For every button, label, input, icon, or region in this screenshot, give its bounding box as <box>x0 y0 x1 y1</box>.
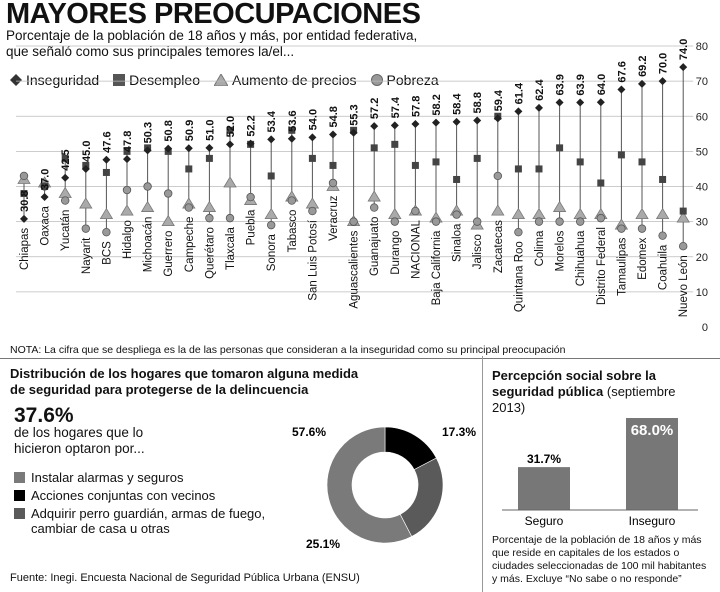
point-aumento-precios <box>657 209 669 219</box>
point-desempleo <box>618 151 625 158</box>
point-aumento-precios <box>162 216 174 226</box>
category-label: Quintana Roo <box>513 241 526 313</box>
swatch <box>14 490 25 501</box>
category-label: San Luis Potosí <box>307 220 320 301</box>
data-label-inseguridad: 58.4 <box>451 93 464 115</box>
data-label-inseguridad: 69.2 <box>637 55 649 77</box>
point-pobreza <box>659 232 667 240</box>
y-tick-label: 70 <box>695 76 708 89</box>
data-label-inseguridad: 57.4 <box>389 96 402 119</box>
point-pobreza <box>494 172 502 180</box>
category-label: Distrito Federal <box>595 227 608 306</box>
category-label: Nayarit <box>80 237 93 275</box>
point-aumento-precios <box>368 191 380 201</box>
point-pobreza <box>453 211 461 219</box>
point-inseguridad <box>123 155 131 163</box>
category-label: Tlaxcala <box>225 227 237 270</box>
point-pobreza <box>123 186 131 194</box>
category-label: Aguascalientes <box>348 230 361 309</box>
data-label-inseguridad: 58.8 <box>472 92 485 114</box>
legend-label: Instalar alarmas y seguros <box>31 470 184 485</box>
data-label-inseguridad: 37.0 <box>39 168 52 191</box>
data-label-inseguridad: 64.0 <box>595 73 608 96</box>
point-pobreza <box>515 228 523 236</box>
point-inseguridad <box>370 122 378 130</box>
category-label: Durango <box>389 230 402 275</box>
point-inseguridad <box>453 118 461 126</box>
legend-item-otras <box>14 506 284 536</box>
data-label-inseguridad: 63.9 <box>554 74 567 96</box>
category-label: Zacatecas <box>492 220 505 274</box>
point-desempleo <box>268 172 275 179</box>
category-label: Jalisco <box>472 234 485 270</box>
point-aumento-precios <box>512 209 524 219</box>
category-label: Veracruz <box>328 195 340 241</box>
point-pobreza <box>350 218 358 226</box>
point-desempleo <box>474 155 481 162</box>
point-inseguridad <box>61 174 69 182</box>
data-label-inseguridad: 70.0 <box>657 52 670 75</box>
page-subtitle: Porcentaje de la población de 18 años y más, por entidad federativa, que señaló como sus principales temores la/el... <box>6 28 418 59</box>
legend-item-alarmas <box>14 470 284 485</box>
point-inseguridad <box>205 144 213 152</box>
data-label-inseguridad: 53.6 <box>286 110 299 132</box>
legend-label: Adquirir perro guardián, armas de fuego, cambiar de casa u otras <box>31 506 266 536</box>
data-label-inseguridad: 63.9 <box>575 74 588 96</box>
category-label: Yucatán <box>60 209 73 252</box>
point-pobreza <box>288 197 296 205</box>
point-pobreza <box>638 225 646 233</box>
point-pobreza <box>535 218 543 226</box>
category-label: Chiapas <box>19 227 31 271</box>
point-aumento-precios <box>492 205 504 215</box>
point-desempleo <box>103 169 110 176</box>
legend-item-vecinos <box>14 488 284 503</box>
point-desempleo <box>515 165 522 172</box>
legend-label: Inseguridad <box>26 72 100 88</box>
bar-seguro <box>518 467 570 510</box>
point-pobreza <box>597 214 605 222</box>
category-label: Tamaulipas <box>616 237 629 296</box>
source-note: Fuente: Inegi. Encuesta Nacional de Seguridad Pública Urbana (ENSU) <box>10 572 360 584</box>
y-tick-label: 10 <box>695 286 708 299</box>
point-aumento-precios <box>224 177 236 187</box>
point-desempleo <box>536 165 543 172</box>
point-pobreza <box>432 218 440 226</box>
point-pobreza <box>370 204 378 212</box>
point-pobreza <box>164 190 172 198</box>
point-desempleo <box>206 155 213 162</box>
point-inseguridad <box>535 104 543 112</box>
y-tick-label: 40 <box>695 181 708 194</box>
point-desempleo <box>185 165 192 172</box>
point-desempleo <box>556 144 563 151</box>
data-label-inseguridad: 45.0 <box>80 140 93 162</box>
category-label: Edomex <box>637 237 649 280</box>
point-aumento-precios <box>554 202 566 212</box>
category-label: Michoacán <box>142 216 155 273</box>
category-label: Querétaro <box>204 227 217 279</box>
swatch <box>14 472 25 483</box>
point-aumento-precios <box>533 209 545 219</box>
category-label: BCS <box>101 241 114 265</box>
point-desempleo <box>639 158 646 165</box>
point-inseguridad <box>556 99 564 107</box>
data-label-inseguridad: 53.4 <box>266 111 279 133</box>
point-inseguridad <box>329 131 337 139</box>
category-label: Sonora <box>266 234 279 272</box>
point-inseguridad <box>659 77 667 85</box>
point-pobreza <box>20 172 28 180</box>
legend-label: Acciones conjuntas con vecinos <box>31 488 216 503</box>
chart-note: NOTA: La cifra que se despliega es la de las personas que consideran a la inseguridad como su principal preocupación <box>10 344 566 356</box>
data-label-inseguridad: 58.2 <box>431 94 443 116</box>
data-label-inseguridad: 59.4 <box>492 89 505 112</box>
point-pobreza <box>185 204 193 212</box>
point-pobreza <box>391 218 399 226</box>
category-label: Sinaloa <box>451 223 464 262</box>
point-inseguridad <box>576 99 584 107</box>
point-pobreza <box>679 242 687 250</box>
y-tick-label: 60 <box>695 111 708 124</box>
point-pobreza <box>82 225 90 233</box>
data-label-inseguridad: 74.0 <box>678 38 691 61</box>
category-label: Puebla <box>245 209 258 246</box>
category-label: Seguro <box>524 514 564 528</box>
distribution-title: Distribución de los hogares que tomaron alguna medida de seguridad para protegerse de la delincuencia <box>10 366 359 397</box>
point-desempleo <box>433 158 440 165</box>
point-desempleo <box>680 208 687 215</box>
point-aumento-precios <box>121 205 133 215</box>
data-label-inseguridad: 57.8 <box>410 95 423 117</box>
point-pobreza <box>309 207 317 215</box>
donut-slice <box>400 458 443 536</box>
data-label-inseguridad: 61.4 <box>513 82 526 105</box>
point-pobreza <box>329 179 337 187</box>
point-pobreza <box>61 197 69 205</box>
page-title: MAYORES PREOCUPACIONES <box>6 0 421 30</box>
point-pobreza <box>618 225 626 233</box>
donut-value-label: 57.6% <box>292 425 327 439</box>
category-label: Chihuahua <box>575 230 588 287</box>
point-desempleo <box>453 176 460 183</box>
point-desempleo <box>577 158 584 165</box>
point-pobreza <box>267 221 275 229</box>
point-aumento-precios <box>142 202 154 212</box>
point-inseguridad <box>432 119 440 127</box>
point-inseguridad <box>41 193 49 201</box>
donut-value-label: 17.3% <box>441 425 476 439</box>
point-desempleo <box>659 176 666 183</box>
data-label-inseguridad: 47.8 <box>122 130 134 153</box>
distribution-big-text: de los hogares que lo hicieron optaron por... <box>14 425 145 456</box>
point-pobreza <box>412 207 420 215</box>
y-tick-label: 50 <box>695 146 708 159</box>
perception-bar-chart <box>492 400 712 540</box>
perception-title-main: Percepción social sobre la seguridad pública <box>492 368 657 399</box>
category-label: Guanajuato <box>369 216 382 277</box>
point-desempleo <box>330 162 337 169</box>
y-tick-label: 20 <box>695 251 708 264</box>
data-label-inseguridad: 52.0 <box>225 115 237 138</box>
point-desempleo <box>391 141 398 148</box>
point-inseguridad <box>411 120 419 128</box>
data-label-inseguridad: 51.0 <box>204 119 217 141</box>
point-aumento-precios <box>80 198 92 208</box>
category-label: Morelos <box>554 230 567 272</box>
category-label: Oaxaca <box>39 206 52 246</box>
point-inseguridad <box>679 63 687 71</box>
distribution-donut-chart <box>290 405 480 575</box>
data-label-inseguridad: 50.8 <box>163 120 176 142</box>
y-tick-label: 0 <box>701 322 708 334</box>
point-inseguridad <box>288 135 296 143</box>
point-desempleo <box>412 162 419 169</box>
bar-value-label: 68.0% <box>630 422 674 439</box>
point-inseguridad <box>102 156 110 164</box>
point-pobreza <box>473 218 481 226</box>
legend-label: Desempleo <box>129 72 200 88</box>
category-label: Inseguro <box>628 514 676 528</box>
point-inseguridad <box>514 107 522 115</box>
point-pobreza <box>206 214 214 222</box>
data-label-inseguridad: 52.2 <box>245 115 258 137</box>
bar-value-label: 31.7% <box>526 452 562 467</box>
legend-label: Pobreza <box>386 72 439 88</box>
data-label-inseguridad: 55.3 <box>348 104 361 126</box>
category-label: Coahuila <box>657 244 670 291</box>
point-inseguridad <box>226 140 234 148</box>
distribution-legend <box>14 470 284 539</box>
category-label: Guerrero <box>163 230 176 277</box>
point-pobreza <box>247 193 255 201</box>
point-inseguridad <box>391 121 399 129</box>
y-tick-label: 80 <box>695 41 708 53</box>
divider <box>0 358 720 359</box>
category-label: Hidalgo <box>122 220 134 260</box>
distribution-big-pct: 37.6% <box>14 404 74 427</box>
point-inseguridad <box>473 116 481 124</box>
data-label-inseguridad: 67.6 <box>616 61 629 83</box>
category-label: NACIONAL <box>410 220 423 279</box>
data-label-inseguridad: 54.8 <box>328 106 340 128</box>
point-pobreza <box>103 228 111 236</box>
point-aumento-precios <box>59 188 71 198</box>
point-pobreza <box>556 218 564 226</box>
point-aumento-precios <box>100 209 112 219</box>
divider <box>482 356 483 592</box>
point-desempleo <box>371 144 378 151</box>
category-label: Campeche <box>183 216 196 273</box>
data-label-inseguridad: 62.4 <box>534 79 546 101</box>
data-label-inseguridad: 54.0 <box>307 108 320 131</box>
perception-note: Porcentaje de la población de 18 años y más que reside en capitales de los estados o ciudades seleccionadas de 100 mil habitantes y más. Excluye “No sabe o no responde” <box>492 534 707 585</box>
point-inseguridad <box>308 133 316 141</box>
y-tick-label: 30 <box>695 216 708 229</box>
point-aumento-precios <box>574 209 586 219</box>
point-inseguridad <box>597 98 605 106</box>
data-label-inseguridad: 50.9 <box>183 119 196 142</box>
point-aumento-precios <box>203 202 215 212</box>
point-pobreza <box>144 183 152 191</box>
category-label: Colima <box>534 230 546 267</box>
point-aumento-precios <box>389 209 401 219</box>
point-inseguridad <box>617 86 625 94</box>
data-label-inseguridad: 42.5 <box>60 149 73 171</box>
category-label: Tabasco <box>286 209 299 253</box>
category-label: Baja California <box>431 230 443 306</box>
point-pobreza <box>576 218 584 226</box>
data-label-inseguridad: 30.8 <box>19 190 31 212</box>
legend-label: Aumento de precios <box>232 72 357 88</box>
data-label-inseguridad: 47.6 <box>101 131 114 153</box>
data-label-inseguridad: 50.3 <box>142 121 155 144</box>
point-desempleo <box>597 179 604 186</box>
point-aumento-precios <box>636 209 648 219</box>
swatch <box>14 508 25 519</box>
point-pobreza <box>226 214 234 222</box>
point-aumento-precios <box>265 209 277 219</box>
perception-title-date: (septiembre 2013) <box>492 384 676 415</box>
point-desempleo <box>309 155 316 162</box>
point-aumento-precios <box>306 198 318 208</box>
data-label-inseguridad: 57.2 <box>369 97 382 120</box>
category-label: Nuevo León <box>678 255 691 318</box>
donut-value-label: 25.1% <box>306 537 341 551</box>
point-inseguridad <box>267 135 275 143</box>
